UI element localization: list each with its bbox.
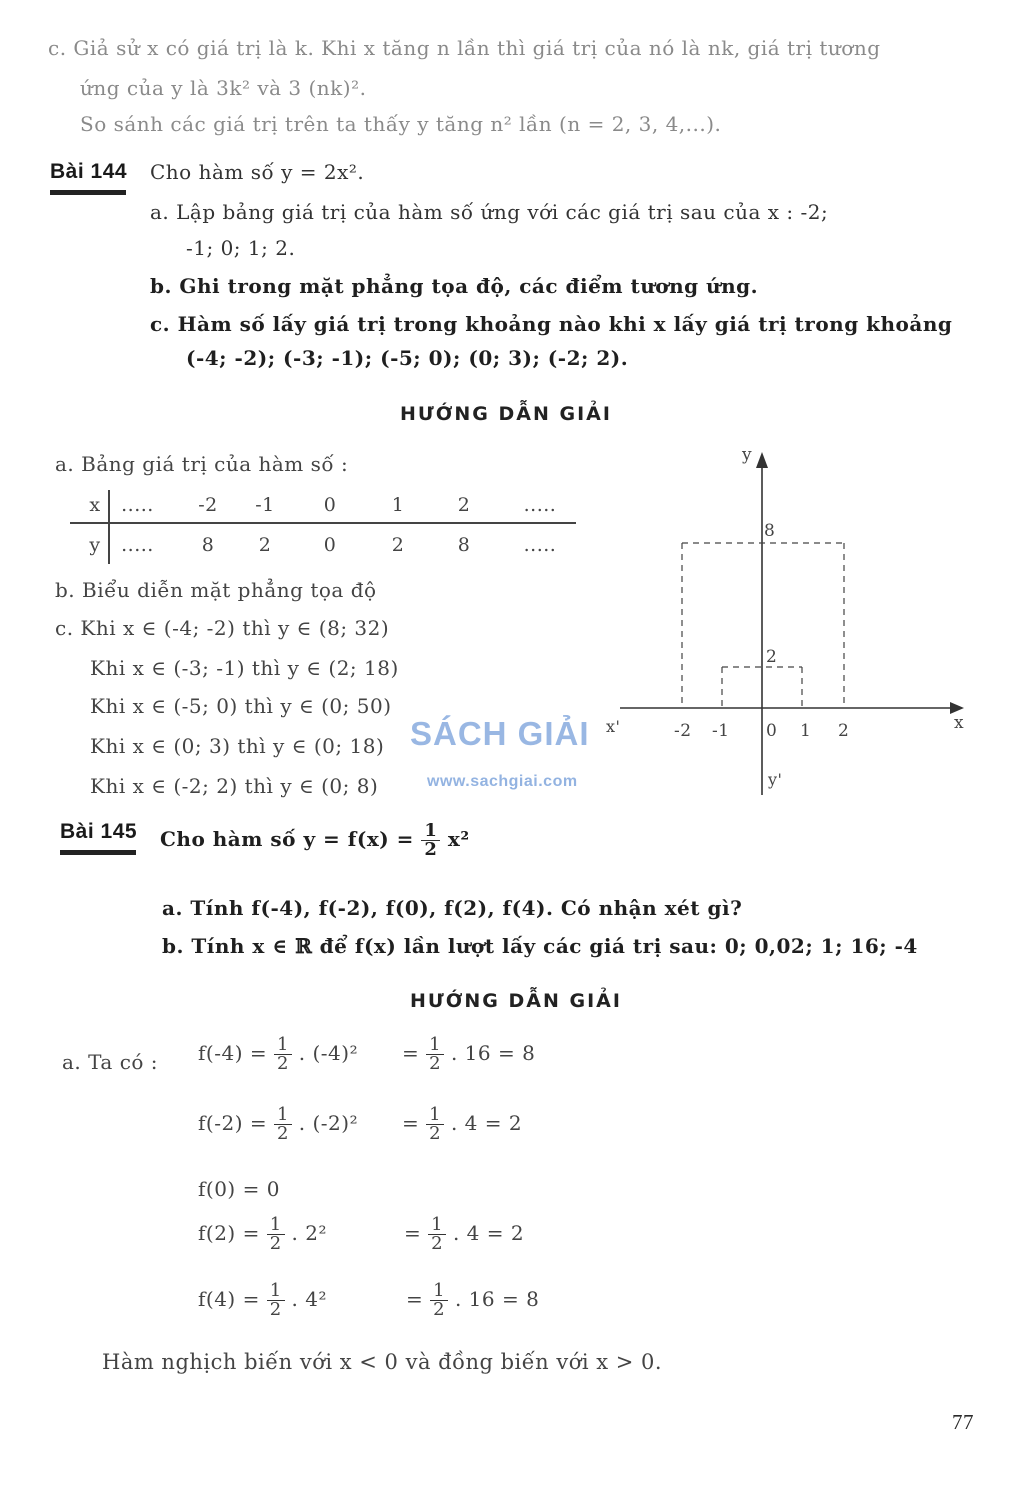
fraction-denominator: 2: [267, 1300, 285, 1319]
table-header-y: y: [89, 534, 101, 556]
fraction-numerator: 1: [429, 1104, 442, 1125]
fraction-denominator: 2: [426, 1054, 444, 1073]
fraction-numerator: 1: [429, 1034, 442, 1055]
fraction-half: [274, 1036, 292, 1073]
solution-145-a-label: a. Ta có :: [62, 1050, 159, 1074]
calc-row: [198, 1036, 358, 1073]
equals-sign: =: [402, 1041, 420, 1065]
watermark-url: www.sachgiai.com: [427, 773, 578, 790]
x-tick-label: 1: [800, 721, 812, 741]
table-cell: 2: [457, 494, 471, 516]
calc-row: [198, 1106, 358, 1143]
exercise-145-stem: [160, 822, 470, 859]
table-row-y: [70, 530, 576, 564]
fraction-numerator: 1: [269, 1214, 282, 1235]
exercise-145-part-b: b. Tính x ∈ ℝ để f(x) lần lượt lấy các giá trị sau: 0; 0,02; 1; 16; -4: [162, 934, 918, 958]
fraction-denominator: 2: [428, 1234, 446, 1253]
fraction-half: [428, 1216, 446, 1253]
coordinate-graph: [600, 440, 980, 810]
solution-144-a-label: a. Bảng giá trị của hàm số :: [55, 452, 349, 476]
solution-144-c-line: Khi x ∈ (-5; 0) thì y ∈ (0; 50): [90, 694, 392, 718]
fraction-numerator: 1: [424, 820, 438, 841]
exercise-144-part-c-line2: (-4; -2); (-3; -1); (-5; 0); (0; 3); (-2; 2).: [186, 346, 629, 370]
fraction-denominator: 2: [421, 840, 440, 859]
exercise-145-stem-prefix: Cho hàm số y = f(x) =: [160, 827, 414, 851]
calc-result: [402, 1036, 535, 1073]
fraction-numerator: 1: [431, 1214, 444, 1235]
fraction-denominator: 2: [426, 1124, 444, 1143]
watermark-title: SÁCH GIẢI: [410, 715, 590, 752]
fraction-denominator: 2: [274, 1124, 292, 1143]
fraction-half: [267, 1282, 285, 1319]
x-tick-label: -2: [674, 721, 692, 741]
exercise-144-part-c-line1: c. Hàm số lấy giá trị trong khoảng nào khi x lấy giá trị trong khoảng: [150, 312, 953, 336]
fraction-denominator: 2: [274, 1054, 292, 1073]
exercise-144-label: Bài 144: [50, 160, 128, 183]
solution-144-c-line: c. Khi x ∈ (-4; -2) thì y ∈ (8; 32): [55, 616, 390, 640]
calc-result: [406, 1282, 539, 1319]
calc-mid: . (-2)²: [298, 1111, 359, 1135]
calc-left: f(2) =: [198, 1221, 260, 1245]
table-cell: .....: [523, 494, 557, 516]
exercise-144-underline: [50, 190, 126, 195]
table-cell: .....: [121, 494, 154, 516]
intro-line-1: c. Giả sử x có giá trị là k. Khi x tăng n lần thì giá trị của nó là nk, giá trị tương: [48, 36, 881, 60]
fraction-numerator: 1: [276, 1104, 289, 1125]
page-number: 77: [952, 1410, 974, 1434]
calc-row: [198, 1282, 327, 1319]
table-cell: -1: [255, 494, 275, 516]
y-axis-arrow-icon: [756, 452, 768, 468]
solution-145-heading: HƯỚNG DẪN GIẢI: [410, 990, 622, 1012]
fraction-half: [421, 822, 440, 859]
table-header-x: x: [89, 494, 101, 516]
solution-144-b-label: b. Biểu diễn mặt phẳng tọa độ: [55, 578, 377, 602]
fraction-half: [274, 1106, 292, 1143]
equals-sign: =: [404, 1221, 422, 1245]
exercise-145-stem-suffix: x²: [447, 827, 470, 851]
fraction-half: [430, 1282, 448, 1319]
table-horizontal-rule: [70, 522, 576, 524]
table-cell: 2: [258, 534, 272, 556]
calc-mid: . 4²: [291, 1287, 327, 1311]
calc-left: f(-4) =: [198, 1041, 268, 1065]
solution-145-conclusion: Hàm nghịch biến với x < 0 và đồng biến với x > 0.: [102, 1350, 663, 1374]
exercise-145-label: Bài 145: [60, 820, 138, 843]
exercise-145-part-a: a. Tính f(-4), f(-2), f(0), f(2), f(4). Có nhận xét gì?: [162, 896, 743, 920]
fraction-half: [267, 1216, 285, 1253]
calc-right: . 16 = 8: [454, 1287, 540, 1311]
table-cell: 1: [391, 494, 405, 516]
y-neg-label: y': [768, 770, 783, 789]
exercise-144-part-a-line2: -1; 0; 1; 2.: [186, 236, 296, 260]
calc-left: f(-2) =: [198, 1111, 268, 1135]
x-neg-label: x': [606, 717, 621, 736]
calc-mid: . (-4)²: [298, 1041, 359, 1065]
fraction-half: [426, 1106, 444, 1143]
calc-right: . 4 = 2: [452, 1221, 525, 1245]
calc-left: f(4) =: [198, 1287, 260, 1311]
fraction-numerator: 1: [276, 1034, 289, 1055]
fraction-numerator: 1: [433, 1280, 446, 1301]
equals-sign: =: [402, 1111, 420, 1135]
table-cell: 2: [391, 534, 405, 556]
exercise-144-part-a-line1: a. Lập bảng giá trị của hàm số ứng với các giá trị sau của x : -2;: [150, 200, 829, 224]
x-tick-label: 0: [766, 721, 778, 741]
x-axis-label: x: [954, 713, 965, 733]
intro-line-2: ứng của y là 3k² và 3 (nk)².: [80, 76, 367, 100]
x-tick-label: 2: [838, 721, 850, 741]
fraction-denominator: 2: [267, 1234, 285, 1253]
table-cell: 8: [201, 534, 215, 556]
exercise-144-part-b: b. Ghi trong mặt phẳng tọa độ, các điểm tương ứng.: [150, 274, 759, 298]
table-cell: -2: [198, 494, 218, 516]
table-cell: .....: [523, 534, 557, 556]
x-tick-label: -1: [712, 721, 730, 741]
table-cell: 0: [323, 494, 337, 516]
y-tick-label: 8: [764, 521, 776, 541]
calc-f0: f(0) = 0: [198, 1177, 280, 1201]
calc-mid: . 2²: [291, 1221, 327, 1245]
y-tick-label: 2: [766, 647, 778, 667]
solution-144-c-line: Khi x ∈ (-3; -1) thì y ∈ (2; 18): [90, 656, 399, 680]
solution-144-heading: HƯỚNG DẪN GIẢI: [400, 403, 612, 425]
calc-result: [404, 1216, 524, 1253]
calc-right: . 4 = 2: [450, 1111, 523, 1135]
solution-144-c-line: Khi x ∈ (-2; 2) thì y ∈ (0; 8): [90, 774, 379, 798]
table-cell: 0: [323, 534, 337, 556]
intro-line-3: So sánh các giá trị trên ta thấy y tăng n² lần (n = 2, 3, 4,...).: [80, 112, 722, 136]
y-axis-label: y: [742, 445, 753, 465]
fraction-denominator: 2: [430, 1300, 448, 1319]
table-row-x: [70, 490, 576, 524]
table-cell: 8: [457, 534, 471, 556]
solution-144-c-line: Khi x ∈ (0; 3) thì y ∈ (0; 18): [90, 734, 385, 758]
table-cell: .....: [121, 534, 154, 556]
exercise-145-underline: [60, 850, 136, 855]
calc-right: . 16 = 8: [450, 1041, 536, 1065]
watermark: [410, 697, 625, 797]
calc-result: [402, 1106, 522, 1143]
fraction-numerator: 1: [269, 1280, 282, 1301]
exercise-144-stem: Cho hàm số y = 2x².: [150, 160, 365, 184]
fraction-half: [426, 1036, 444, 1073]
equals-sign: =: [406, 1287, 424, 1311]
calc-row: [198, 1216, 327, 1253]
